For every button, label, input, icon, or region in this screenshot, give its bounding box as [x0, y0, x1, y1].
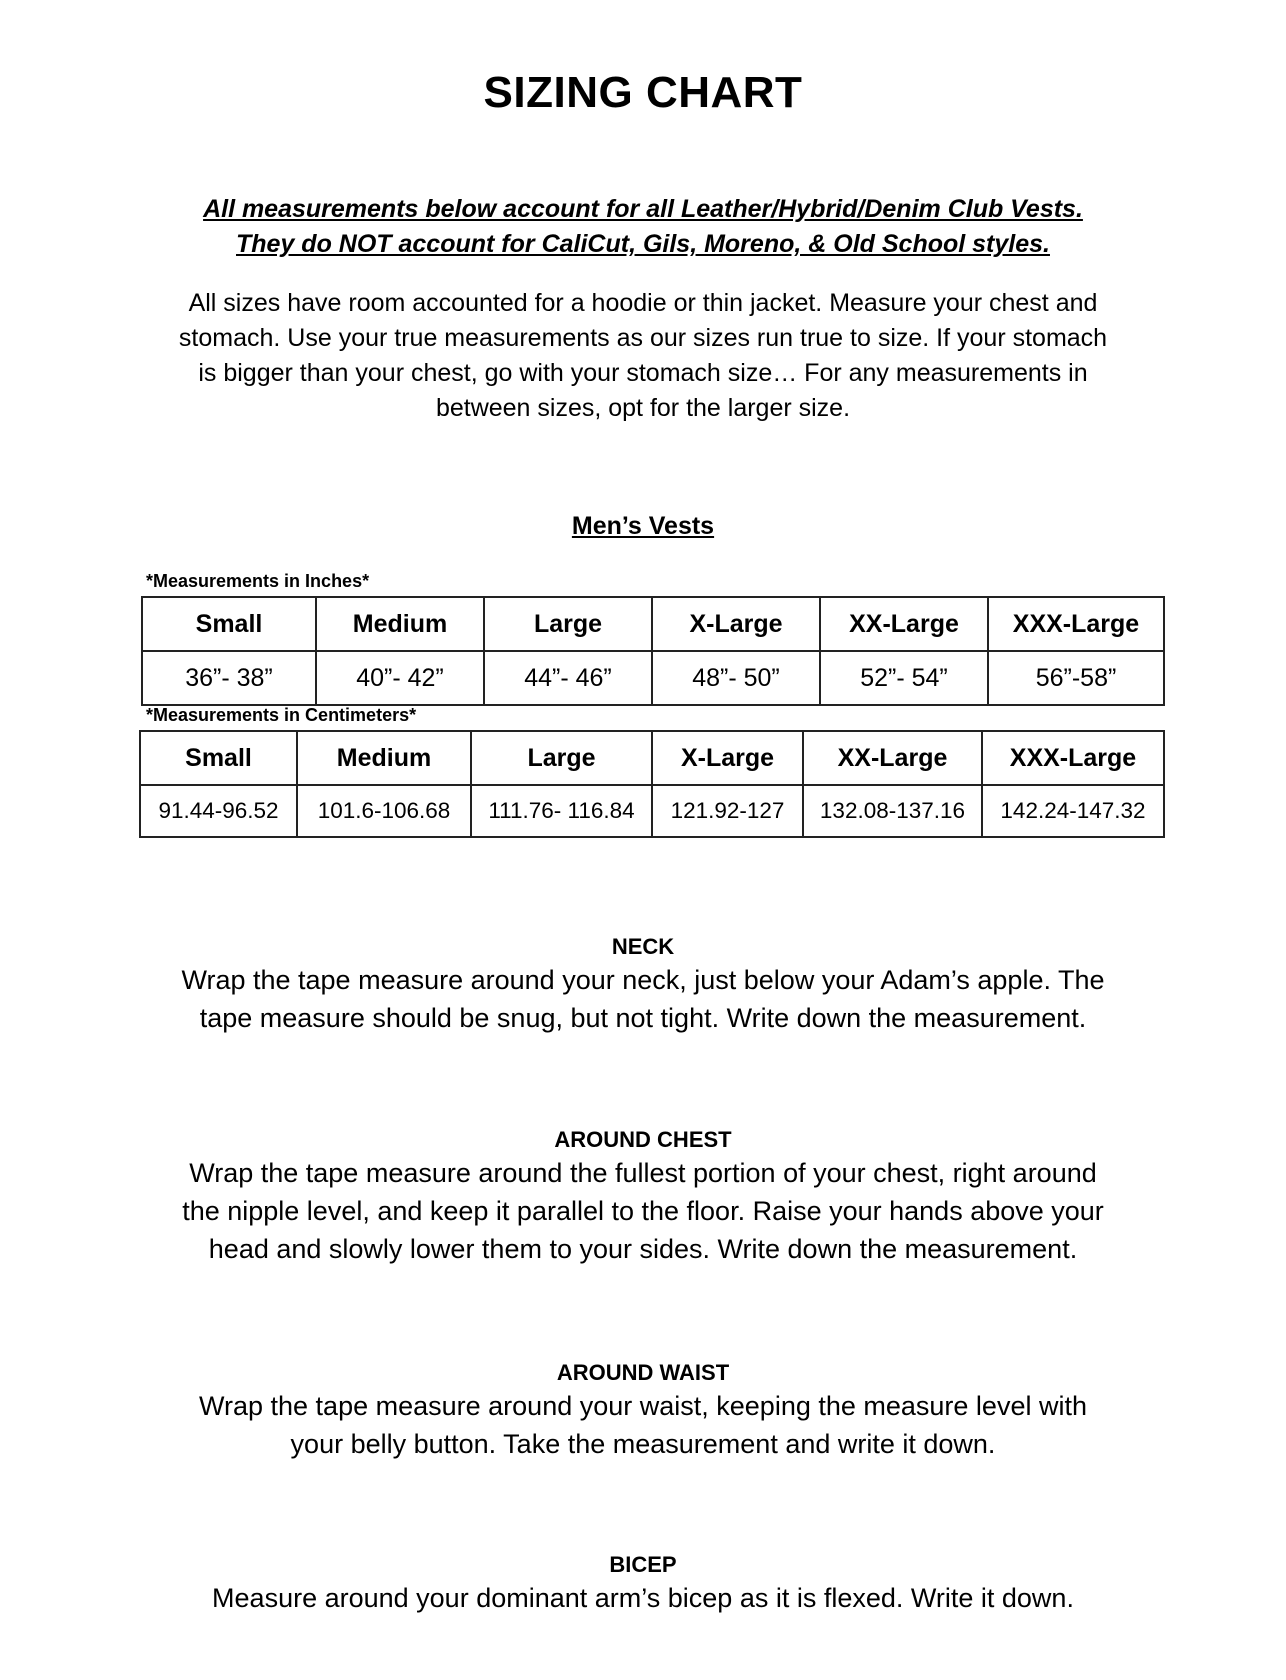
instruction-body	[0, 1387, 1286, 1463]
instruction-line: Wrap the tape measure around your waist, keeping the measure level with	[199, 1391, 1087, 1421]
instruction-body	[0, 1154, 1286, 1268]
instruction-line: the nipple level, and keep it parallel to the floor. Raise your hands above your	[182, 1196, 1104, 1226]
intro-line: All sizes have room accounted for a hoodie or thin jacket. Measure your chest and	[188, 289, 1098, 317]
instruction-heading: AROUND WAIST	[556, 1360, 730, 1385]
table-header-cell: Small	[140, 731, 297, 785]
intro-line: is bigger than your chest, go with your stomach size… For any measurements in	[198, 359, 1088, 387]
table-row	[142, 651, 1164, 705]
table-cell: 56”-58”	[988, 651, 1164, 705]
instruction-line: tape measure should be snug, but not tight. Write down the measurement.	[199, 1003, 1087, 1033]
table-header-cell: X-Large	[652, 597, 820, 651]
disclaimer-line: All measurements below account for all Leather/Hybrid/Denim Club Vests.	[203, 195, 1083, 223]
instruction-line: Measure around your dominant arm’s bicep as it is flexed. Write it down.	[212, 1583, 1074, 1613]
table-header-row	[140, 731, 1164, 785]
chest-instruction	[0, 1126, 1286, 1268]
disclaimer	[0, 192, 1286, 262]
instruction-heading: AROUND CHEST	[554, 1127, 732, 1152]
table-cell: 36”- 38”	[142, 651, 316, 705]
inches-size-table	[141, 596, 1165, 706]
table-header-cell: X-Large	[652, 731, 803, 785]
table-header-cell: XXX-Large	[988, 597, 1164, 651]
cm-size-table	[139, 730, 1165, 838]
disclaimer-line: They do NOT account for CaliCut, Gils, Moreno, & Old School styles.	[236, 230, 1050, 258]
table-header-cell: Medium	[297, 731, 471, 785]
table-cell: 52”- 54”	[820, 651, 988, 705]
table-header-cell: Large	[471, 731, 652, 785]
instruction-body	[0, 1579, 1286, 1617]
table-cell: 44”- 46”	[484, 651, 652, 705]
table-cell: 142.24-147.32	[982, 785, 1164, 837]
table-row	[140, 785, 1164, 837]
bicep-instruction	[0, 1551, 1286, 1617]
table-cell: 121.92-127	[652, 785, 803, 837]
instruction-line: head and slowly lower them to your sides. Write down the measurement.	[208, 1234, 1078, 1264]
table-cell: 40”- 42”	[316, 651, 484, 705]
instruction-heading: NECK	[611, 934, 675, 959]
table-cell: 132.08-137.16	[803, 785, 982, 837]
intro-paragraph	[143, 286, 1143, 426]
table-cell: 91.44-96.52	[140, 785, 297, 837]
table-cell: 48”- 50”	[652, 651, 820, 705]
table-header-cell: Large	[484, 597, 652, 651]
table-header-cell: XXX-Large	[982, 731, 1164, 785]
instruction-body	[0, 961, 1286, 1037]
instruction-heading: BICEP	[609, 1552, 677, 1577]
intro-line: between sizes, opt for the larger size.	[435, 394, 851, 422]
table-cell: 101.6-106.68	[297, 785, 471, 837]
table-cell: 111.76- 116.84	[471, 785, 652, 837]
instruction-line: your belly button. Take the measurement and write it down.	[290, 1429, 996, 1459]
table-header-cell: XX-Large	[803, 731, 982, 785]
table-header-cell: Small	[142, 597, 316, 651]
cm-table-caption: *Measurements in Centimeters*	[146, 705, 417, 725]
instruction-line: Wrap the tape measure around your neck, just below your Adam’s apple. The	[181, 965, 1105, 995]
inches-table-caption: *Measurements in Inches*	[146, 571, 370, 591]
table-header-cell: Medium	[316, 597, 484, 651]
section-heading: Men’s Vests	[571, 512, 715, 540]
intro-line: stomach. Use your true measurements as our sizes run true to size. If your stomach	[178, 324, 1108, 352]
table-header-cell: XX-Large	[820, 597, 988, 651]
page-title: SIZING CHART	[483, 68, 803, 117]
table-header-row	[142, 597, 1164, 651]
instruction-line: Wrap the tape measure around the fullest portion of your chest, right around	[189, 1158, 1097, 1188]
neck-instruction	[0, 933, 1286, 1037]
waist-instruction	[0, 1359, 1286, 1463]
